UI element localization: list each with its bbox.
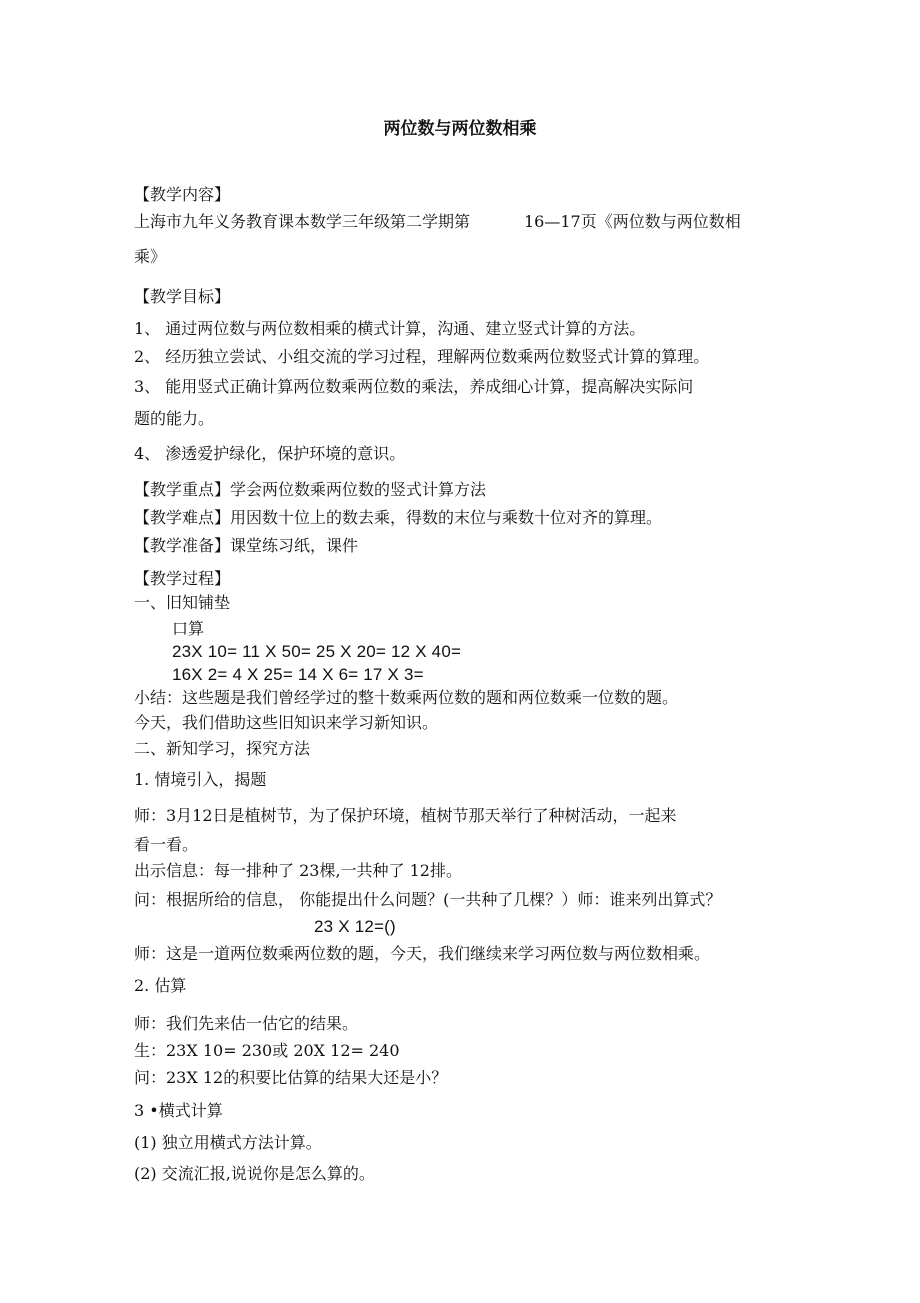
content-line1b: 16—17页《两位数与两位数相 xyxy=(524,212,741,231)
teacher-line-1b: 看一看。 xyxy=(134,835,199,854)
preparation: 【教学准备】课堂练习纸，课件 xyxy=(134,536,359,555)
today-line: 今天，我们借助这些旧知识来学习新知识。 xyxy=(134,713,439,732)
section-1-heading: 一、旧知铺垫 xyxy=(134,593,231,612)
goal-4: 4、 渗透爱护绿化，保护环境的意识。 xyxy=(134,444,406,463)
teacher-line-3: 师：我们先来估一估它的结果。 xyxy=(134,1014,359,1033)
process-heading: 【教学过程】 xyxy=(134,569,231,588)
document-title: 两位数与两位数相乘 xyxy=(383,119,537,139)
content-line2: 乘》 xyxy=(134,247,167,266)
oral-calc-row-1: 23X 10= 11 X 50= 25 X 20= 12 X 40= xyxy=(172,642,462,661)
question-line-1: 问：根据所给的信息， 你能提出什么问题？(一共种了几棵？）师：谁来列出算式？ xyxy=(134,890,722,909)
substep-2: (2) 交流汇报,说说你是怎么算的。 xyxy=(134,1164,375,1183)
equation-line: 23 X 12=() xyxy=(314,917,396,936)
goal-1: 1、 通过两位数与两位数相乘的横式计算，沟通、建立竖式计算的方法。 xyxy=(134,319,646,338)
student-line-1: 生：23X 10= 230或 20X 12= 240 xyxy=(134,1041,400,1060)
goals-heading: 【教学目标】 xyxy=(134,287,231,306)
key-point: 【教学重点】学会两位数乘两位数的竖式计算方法 xyxy=(134,480,487,499)
goal-3a: 3、 能用竖式正确计算两位数乘两位数的乘法，养成细心计算，提高解决实际问 xyxy=(134,377,694,396)
goal-2: 2、 经历独立尝试、小组交流的学习过程，理解两位数乘两位数竖式计算的算理。 xyxy=(134,347,710,366)
content-heading: 【教学内容】 xyxy=(134,185,231,204)
info-line: 出示信息：每一排种了 23棵,一共种了 12排。 xyxy=(134,861,462,880)
goal-3b: 题的能力。 xyxy=(134,409,215,428)
step-1-heading: 1. 情境引入，揭题 xyxy=(134,770,267,789)
section-2-heading: 二、新知学习，探究方法 xyxy=(134,739,311,758)
summary-line: 小结：这些题是我们曾经学过的整十数乘两位数的题和两位数乘一位数的题。 xyxy=(134,688,679,707)
question-line-2: 问：23X 12的积要比估算的结果大还是小？ xyxy=(134,1068,448,1087)
difficulty: 【教学难点】用因数十位上的数去乘，得数的末位与乘数十位对齐的算理。 xyxy=(134,508,663,527)
content-line1a: 上海市九年义务教育课本数学三年级第二学期第 xyxy=(134,212,471,231)
step-3-heading: 3 •横式计算 xyxy=(134,1101,223,1120)
teacher-line-2: 师：这是一道两位数乘两位数的题，今天，我们继续来学习两位数与两位数相乘。 xyxy=(134,944,711,963)
oral-calc-label: 口算 xyxy=(172,619,205,638)
step-2-heading: 2. 估算 xyxy=(134,976,187,995)
teacher-line-1a: 师：3月12日是植树节，为了保护环境，植树节那天举行了种树活动，一起来 xyxy=(134,806,677,825)
oral-calc-row-2: 16X 2= 4 X 25= 14 X 6= 17 X 3= xyxy=(172,665,424,684)
substep-1: (1) 独立用横式方法计算。 xyxy=(134,1133,322,1152)
